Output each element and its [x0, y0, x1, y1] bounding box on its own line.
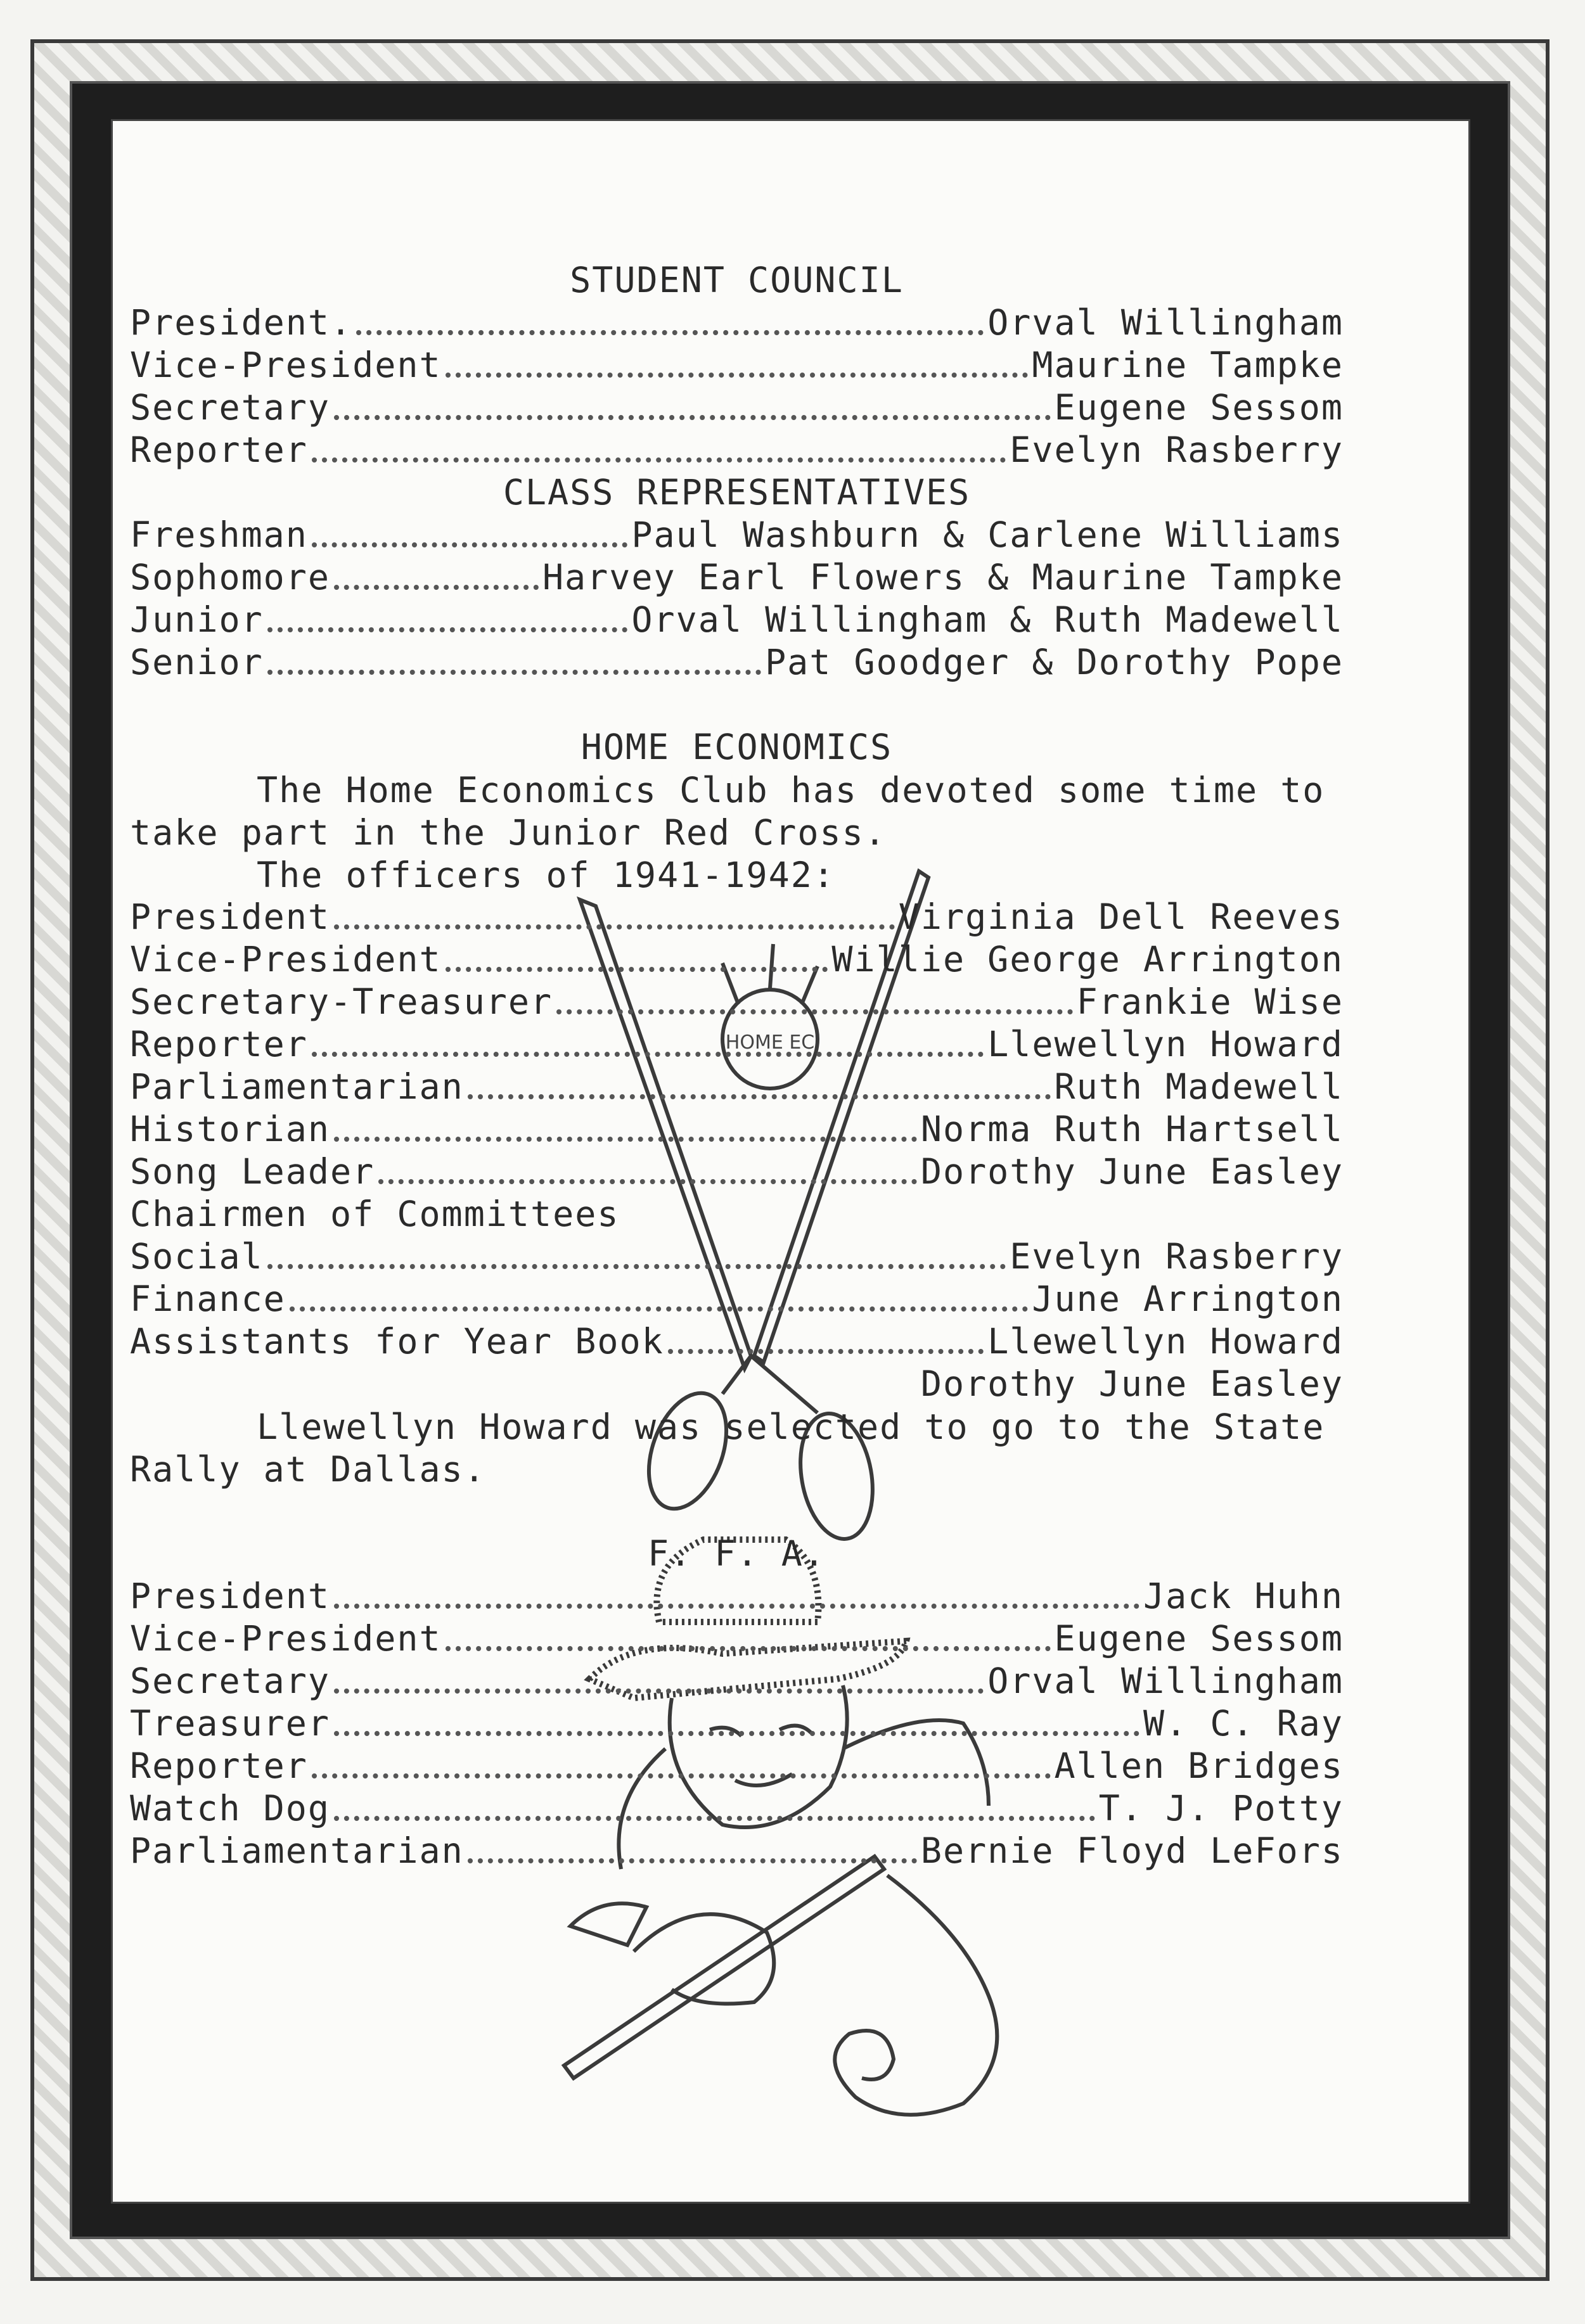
ffa-officer-row [130, 1788, 1344, 1830]
officer-name: Willie George Arrington [831, 939, 1344, 980]
committee-extra-row [130, 1363, 1344, 1406]
sc-officer-row [130, 387, 1344, 430]
committee-row [130, 1321, 1344, 1363]
leader-dots [267, 1264, 1006, 1269]
leader-dots [267, 627, 628, 632]
officer-name: W. C. Ray [1143, 1703, 1344, 1744]
section-spacer [130, 684, 1344, 727]
leader-dots [312, 542, 627, 547]
sc-officer-row [130, 345, 1344, 387]
role-label: Secretary-Treasurer [130, 981, 553, 1022]
committee-label: Social [130, 1236, 264, 1277]
officer-name: Virginia Dell Reeves [898, 897, 1344, 937]
leader-dots [668, 1349, 984, 1354]
leader-dots [334, 415, 1051, 420]
committee-row [130, 1279, 1344, 1321]
chair-name: Dorothy June Easley [920, 1363, 1344, 1404]
officer-name: Dorothy June Easley [920, 1151, 1344, 1192]
leader-dots [356, 330, 984, 335]
leader-dots [378, 1179, 917, 1184]
leader-dots [334, 585, 539, 590]
role-label: Reporter [130, 1746, 308, 1786]
officer-name: Bernie Floyd LeFors [920, 1830, 1344, 1871]
leader-dots [334, 1731, 1139, 1736]
rep-row [130, 599, 1344, 642]
ffa-officer-row [130, 1830, 1344, 1873]
class-label: Freshman [130, 514, 308, 555]
officers-intro: The officers of 1941-1942: [257, 855, 835, 895]
he-officer-row [130, 1066, 1344, 1109]
leader-dots [446, 1646, 1051, 1651]
rep-row [130, 642, 1344, 684]
officer-name: Llewellyn Howard [987, 1024, 1344, 1064]
officer-name: Frankie Wise [1076, 981, 1344, 1022]
leader-dots [468, 1858, 917, 1863]
officer-name: Orval Willingham [987, 1661, 1344, 1701]
he-officer-row [130, 1024, 1344, 1066]
role-label: Vice-President [130, 939, 442, 980]
role-label: President. [130, 302, 353, 343]
home-ec-intro [130, 769, 1344, 854]
role-label: President [130, 897, 331, 937]
ffa-heading: F. F. A. [648, 1533, 826, 1574]
ffa-officer-row [130, 1576, 1344, 1618]
role-label: Reporter [130, 430, 308, 470]
role-label: Historian [130, 1109, 331, 1149]
officer-name: Norma Ruth Hartsell [920, 1109, 1344, 1149]
rep-names: Paul Washburn & Carlene Williams [631, 514, 1344, 555]
chair-name: Llewellyn Howard [987, 1321, 1344, 1362]
rep-names: Orval Willingham & Ruth Madewell [631, 599, 1344, 640]
role-label: Song Leader [130, 1151, 375, 1192]
he-officer-row [130, 939, 1344, 981]
emblem-label: HOME EC [725, 1031, 815, 1054]
role-label: Parliamentarian [130, 1830, 464, 1871]
leader-dots [312, 1052, 984, 1057]
role-label: Parliamentarian [130, 1066, 464, 1107]
role-label: Watch Dog [130, 1788, 331, 1829]
officer-name: T. J. Potty [1098, 1788, 1344, 1829]
rep-names: Pat Goodger & Dorothy Pope [765, 642, 1344, 682]
role-label: Secretary [130, 1661, 331, 1701]
committee-label: Finance [130, 1279, 286, 1319]
he-officer-row [130, 1151, 1344, 1194]
role-label: Reporter [130, 1024, 308, 1064]
leader-dots [334, 1816, 1095, 1821]
committee-label: Assistants for Year Book [130, 1321, 664, 1362]
role-label: Treasurer [130, 1703, 331, 1744]
role-label: President [130, 1576, 331, 1616]
officer-name: Orval Willingham [987, 302, 1344, 343]
committee-row [130, 1236, 1344, 1279]
class-label: Senior [130, 642, 264, 682]
class-label: Junior [130, 599, 264, 640]
he-officer-row [130, 897, 1344, 939]
closing-text: Llewellyn Howard was selected to go to the State Rally at Dallas. [130, 1407, 1325, 1490]
chair-name: Evelyn Rasberry [1010, 1236, 1344, 1277]
leader-dots [334, 1604, 1139, 1609]
chair-name: June Arrington [1032, 1279, 1344, 1319]
closing-note [130, 1406, 1344, 1491]
ffa-officer-row [130, 1661, 1344, 1703]
class-label: Sophomore [130, 557, 331, 597]
intro-text: The Home Economics Club has devoted some time to take part in the Junior Red Cross. [130, 770, 1325, 853]
leader-dots [468, 1094, 1051, 1099]
he-officer-row [130, 981, 1344, 1024]
ffa-officer-row [130, 1746, 1344, 1788]
officer-name: Eugene Sessom [1054, 1618, 1344, 1659]
leader-dots [334, 1689, 984, 1694]
class-representatives-heading: CLASS REPRESENTATIVES [503, 472, 971, 513]
sc-officer-row [130, 302, 1344, 345]
ffa-officer-row [130, 1618, 1344, 1661]
officer-name: Evelyn Rasberry [1010, 430, 1344, 470]
role-label: Vice-President [130, 345, 442, 385]
home-economics-heading: HOME ECONOMICS [581, 727, 893, 767]
officer-name: Eugene Sessom [1054, 387, 1344, 428]
student-council-heading: STUDENT COUNCIL [570, 260, 904, 300]
leader-dots [334, 1137, 917, 1142]
ffa-officer-row [130, 1703, 1344, 1746]
leader-dots [312, 457, 1006, 463]
role-label: Secretary [130, 387, 331, 428]
rep-names: Harvey Earl Flowers & Maurine Tampke [542, 557, 1344, 597]
leader-dots [290, 1306, 1029, 1312]
section-spacer [130, 1491, 1344, 1533]
document-body [130, 260, 1344, 1873]
role-label: Vice-President [130, 1618, 442, 1659]
rep-row [130, 514, 1344, 557]
he-officer-row [130, 1109, 1344, 1151]
officer-name: Maurine Tampke [1032, 345, 1344, 385]
leader-dots [267, 670, 761, 675]
officer-name: Jack Huhn [1143, 1576, 1344, 1616]
officer-name: Ruth Madewell [1054, 1066, 1344, 1107]
leader-dots [556, 1009, 1072, 1014]
rep-row [130, 557, 1344, 599]
sc-officer-row [130, 430, 1344, 472]
committees-heading: Chairmen of Committees [130, 1194, 620, 1234]
leader-dots [334, 924, 895, 929]
leader-dots [446, 373, 1029, 378]
leader-dots [446, 967, 828, 972]
officer-name: Allen Bridges [1054, 1746, 1344, 1786]
leader-dots [312, 1773, 1051, 1778]
